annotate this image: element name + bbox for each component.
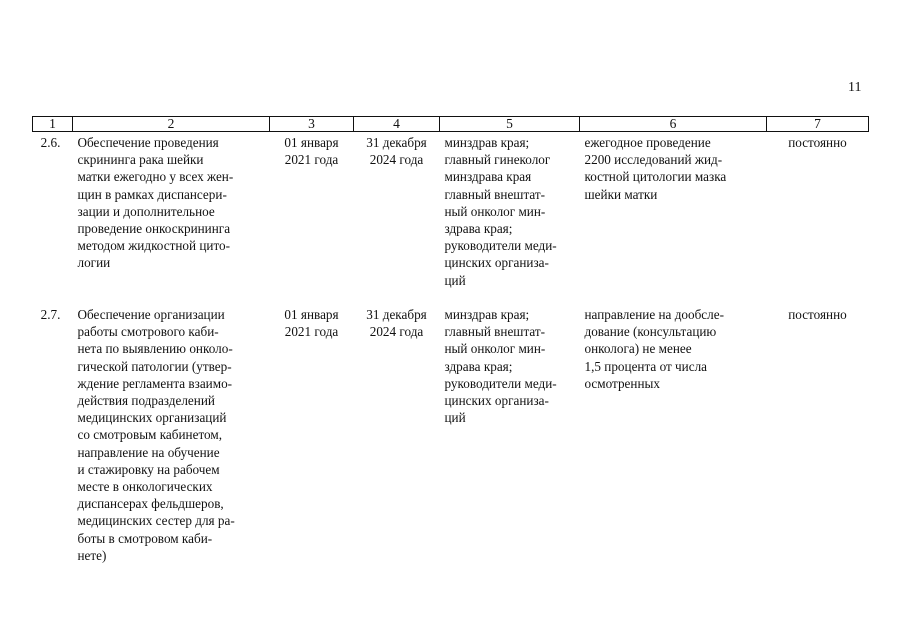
responsible-line: ций <box>444 272 466 288</box>
responsible-line: главный гинеколог <box>444 152 551 168</box>
responsible-line: ный онколог мин- <box>444 341 546 357</box>
activity-line: гической патологии (утвер- <box>77 358 232 374</box>
header-col-2: 2 <box>73 117 270 132</box>
responsible-line: руководители меди- <box>444 375 557 391</box>
activity-line: месте в онкологических <box>77 479 213 495</box>
responsible-line: ный онколог мин- <box>444 203 546 219</box>
activity-line: методом жидкостной цито- <box>77 238 231 254</box>
end-date-line: 31 декабря <box>366 135 427 150</box>
result-line: шейки матки <box>584 186 658 202</box>
activity-line: со смотровым кабинетом, <box>77 427 223 443</box>
activity-line: нете) <box>77 547 107 563</box>
activity-line: скрининга рака шейки <box>77 152 204 168</box>
activity-line: работы смотрового каби- <box>77 324 219 340</box>
activity-line: Обеспечение проведения <box>77 135 219 150</box>
activity-line: ждение регламента взаимо- <box>77 375 233 391</box>
start-date-line: 2021 года <box>284 324 339 340</box>
activity-cell <box>73 132 270 303</box>
page-number: 11 <box>848 80 862 95</box>
responsible-line: руководители меди- <box>444 238 557 254</box>
table-row <box>33 132 869 303</box>
result-line: направление на дообсле- <box>584 307 724 322</box>
responsible-line: цинских организа- <box>444 255 549 271</box>
result-line: 1,5 процента от числа <box>584 358 708 374</box>
result-line: 2200 исследований жид- <box>584 152 723 168</box>
activity-line: диспансерах фельдшеров, <box>77 496 224 512</box>
table-header <box>33 117 869 132</box>
header-col-6: 6 <box>580 117 767 132</box>
start-date-cell <box>270 132 354 303</box>
responsible-line: здрава края; <box>444 358 513 374</box>
table-row <box>33 302 869 566</box>
end-date-cell <box>354 132 440 303</box>
header-col-1: 1 <box>33 117 73 132</box>
responsible-line: главный внештат- <box>444 186 546 202</box>
activity-line: боты в смотровом каби- <box>77 530 213 546</box>
frequency-cell: постоянно <box>788 307 847 322</box>
result-line: ежегодное проведение <box>584 135 711 150</box>
end-date-line: 31 декабря <box>366 307 427 322</box>
start-date-cell <box>270 302 354 566</box>
result-cell <box>580 132 767 303</box>
result-line: осмотренных <box>584 375 660 391</box>
frequency-cell: постоянно <box>788 135 847 150</box>
responsible-line: главный внештат- <box>444 324 546 340</box>
activity-cell <box>73 302 270 566</box>
activity-line: нета по выявлению онколо- <box>77 341 233 357</box>
result-line: дование (консультацию <box>584 324 717 340</box>
row-number: 2.6. <box>40 135 61 150</box>
end-date-line: 2024 года <box>369 152 424 168</box>
responsible-cell <box>440 132 580 303</box>
responsible-line: здрава края; <box>444 221 513 237</box>
header-row <box>33 117 869 132</box>
header-col-3: 3 <box>270 117 354 132</box>
header-col-5: 5 <box>440 117 580 132</box>
header-col-7: 7 <box>767 117 869 132</box>
result-line: онколога) не менее <box>584 341 692 357</box>
start-date-line: 01 января <box>284 307 339 322</box>
activity-line: щин в рамках диспансери- <box>77 186 227 202</box>
start-date-line: 2021 года <box>284 152 339 168</box>
activity-line: матки ежегодно у всех жен- <box>77 169 234 185</box>
result-line: костной цитологии мазка <box>584 169 727 185</box>
activity-line: зации и дополнительное <box>77 203 215 219</box>
responsible-line: ций <box>444 410 466 426</box>
activity-line: медицинских сестер для ра- <box>77 513 235 529</box>
end-date-cell <box>354 302 440 566</box>
activity-line: и стажировку на рабочем <box>77 461 220 477</box>
start-date-line: 01 января <box>284 135 339 150</box>
end-date-line: 2024 года <box>369 324 424 340</box>
activity-line: действия подразделений <box>77 393 215 409</box>
plan-table <box>32 116 869 566</box>
responsible-cell <box>440 302 580 566</box>
table-body <box>33 132 869 567</box>
header-col-4: 4 <box>354 117 440 132</box>
activity-line: медицинских организаций <box>77 410 227 426</box>
responsible-line: минздрав края; <box>444 135 530 150</box>
row-number: 2.7. <box>40 307 61 322</box>
activity-line: направление на обучение <box>77 444 220 460</box>
activity-line: Обеспечение организации <box>77 307 225 322</box>
activity-line: логии <box>77 255 111 271</box>
responsible-line: минздрава края <box>444 169 532 185</box>
responsible-line: минздрав края; <box>444 307 530 322</box>
activity-line: проведение онкоскрининга <box>77 221 231 237</box>
result-cell <box>580 302 767 566</box>
responsible-line: цинских организа- <box>444 393 549 409</box>
